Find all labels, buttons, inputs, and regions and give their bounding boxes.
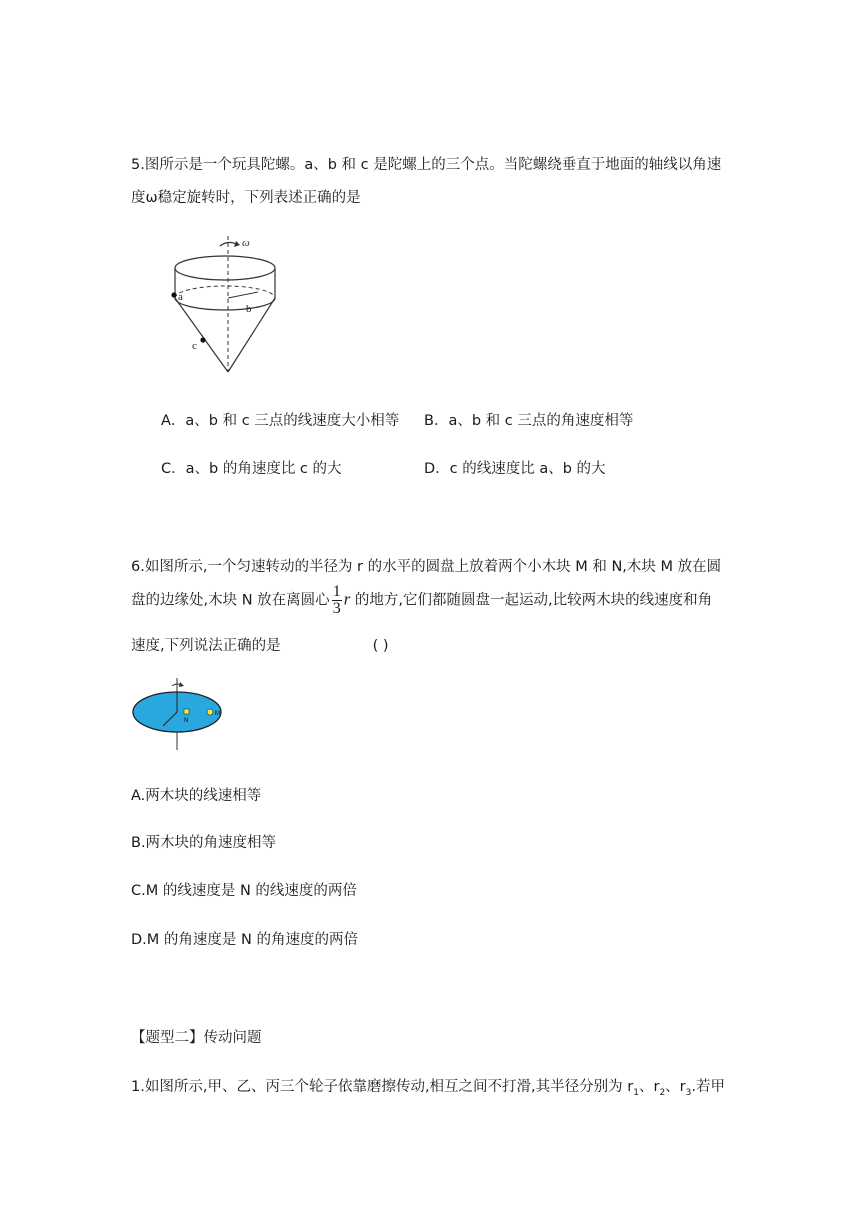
variable-r: r [343, 589, 351, 609]
q6-option-c[interactable]: C.M 的线速度是 N 的线速度的两倍 [131, 883, 357, 899]
block-n [184, 709, 189, 714]
spinning-top-figure [160, 230, 290, 380]
top-ellipse [175, 256, 275, 280]
q6-stem-line2 [131, 584, 712, 617]
q6-stem-line1: 6.如图所示,一个匀速转动的半径为 r 的水平的圆盘上放着两个小木块 M 和 N,木块 M 放在圆 [131, 559, 722, 575]
section2-q1-line1: 1.如图所示,甲、乙、丙三个轮子依靠磨擦传动,相互之间不打滑,其半径分别为 $r_1$、$r_2$、$r_3$.若甲 [131, 1079, 725, 1098]
q6-line2-after: 的地方,它们都随圆盘一起运动,比较两木块的线速度和角 [354, 592, 713, 609]
q6-stem-line3 [131, 634, 389, 655]
label-c: c [192, 340, 197, 352]
q5-option-a[interactable]: A．a、b 和 c 三点的线速度大小相等 [161, 413, 400, 429]
section-heading: 【题型二】传动问题 [131, 1030, 262, 1046]
label-m: M [215, 711, 220, 717]
q6-option-d[interactable]: D.M 的角速度是 N 的角速度的两倍 [131, 932, 358, 948]
q5-option-b[interactable]: B．a、b 和 c 三点的角速度相等 [424, 413, 634, 429]
label-n: N [184, 718, 189, 724]
label-b: b [246, 303, 252, 315]
q5-option-d[interactable]: D．c 的线速度比 a、b 的大 [424, 461, 606, 477]
q5-stem-line2: 度ω稳定旋转时，下列表述正确的是 [131, 190, 361, 206]
q6-line3-text: 速度,下列说法正确的是 [131, 638, 281, 654]
q6-option-a[interactable]: A.两木块的线速相等 [131, 788, 262, 804]
q6-option-b[interactable]: B.两木块的角速度相等 [131, 835, 277, 851]
q5-option-c[interactable]: C．a、b 的角速度比 c 的大 [161, 461, 342, 477]
point-c [200, 337, 205, 342]
rotating-disk-figure [130, 676, 226, 754]
point-a [171, 292, 176, 297]
q6-line2-before: 盘的边缘处,木块 N 放在离圆心 [131, 592, 330, 609]
block-m [207, 709, 213, 715]
answer-blank: ( ) [372, 638, 389, 654]
label-a: a [178, 291, 183, 303]
q5-stem-line1: 5.图所示是一个玩具陀螺。a、b 和 c 是陀螺上的三个点。当陀螺绕垂直于地面的轴线以角速 [131, 157, 722, 173]
fraction-one-third: $\frac{1}{3}$ [332, 583, 341, 617]
omega-label: ω [242, 237, 250, 249]
